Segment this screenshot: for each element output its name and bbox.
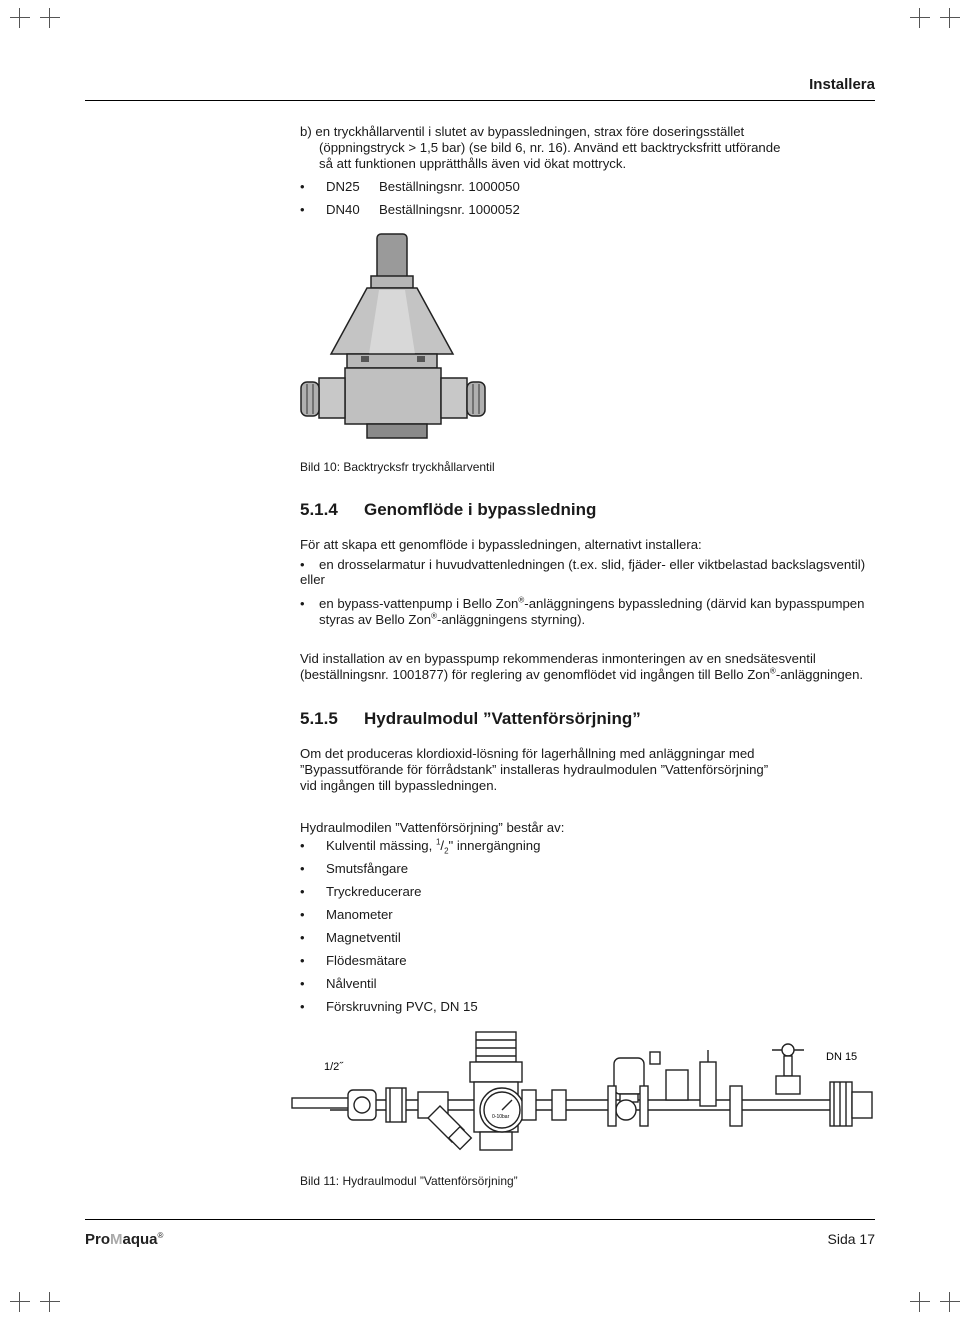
component-item-text: Smutsfångare (326, 861, 409, 876)
bullet-icon (300, 179, 310, 196)
footer-rule (85, 1219, 875, 1220)
bullet-icon (300, 953, 310, 970)
component-item-text: Tryckreducerare (326, 884, 422, 899)
bypass-pump-para-line-2: (beställningsnr. 1001877) för reglering av genomflödet vid ingången till Bello Zon®-anläggningen. (300, 666, 864, 682)
bullet-icon (300, 930, 310, 947)
section-5-1-5-heading (300, 709, 641, 729)
order-size: DN40 (326, 202, 360, 217)
figure-11-caption: Bild 11: Hydraulmodul ”Vattenförsörjning” (300, 1174, 518, 1188)
crop-mark-bottom-right-2 (940, 1292, 960, 1312)
bullet-icon (300, 861, 310, 878)
header-rule (85, 100, 875, 101)
bullet-icon (300, 884, 310, 901)
order-number: Beställningsnr. 1000052 (379, 202, 520, 217)
section-b-line-1: b) en tryckhållarventil i slutet av bypassledningen, strax före doseringsstället (300, 124, 745, 139)
section-5-1-5-para-line-1: Om det produceras klordioxid-lösning för lagerhållning med anläggningar med (300, 746, 755, 761)
hydraulic-module-illustration (290, 1030, 880, 1160)
pipe-size-right-label: DN 15 (826, 1051, 858, 1063)
bullet-icon (300, 999, 310, 1016)
bypass-option-1-line-2: eller (300, 572, 325, 587)
crop-mark-top-right-2 (940, 8, 960, 28)
bullet-icon (300, 596, 310, 613)
order-size: DN25 (326, 179, 360, 194)
bullet-icon (300, 976, 310, 993)
component-item-text: Nålventil (326, 976, 377, 991)
bypass-option-2-line-2: styras av Bello Zon®-anläggningens styrning). (319, 611, 586, 627)
crop-mark-bottom-left (10, 1292, 30, 1312)
section-5-1-5-para-line-2: ”Bypassutförande för förrådstank” installeras hydraulmodulen ”Vattenförsörjning” (300, 762, 769, 777)
order-number: Beställningsnr. 1000050 (379, 179, 520, 194)
crop-mark-top-left-2 (40, 8, 60, 28)
figure-10-caption: Bild 10: Backtrycksfr tryckhållarventil (300, 460, 495, 474)
section-b-line-2: (öppningstryck > 1,5 bar) (se bild 6, nr. 16). Använd ett backtrycksfritt utförande (319, 140, 781, 155)
manometer-scale-label: 0-10bar (492, 1114, 510, 1120)
crop-mark-top-left (10, 8, 30, 28)
pressure-valve-illustration (295, 228, 495, 443)
component-item-text: Magnetventil (326, 930, 401, 945)
crop-mark-top-right (910, 8, 930, 28)
section-number: 5.1.4 (300, 500, 338, 519)
page-header-title: Installera (809, 76, 875, 93)
component-item-text: Förskruvning PVC, DN 15 (326, 999, 478, 1014)
section-title: Hydraulmodul ”Vattenförsörjning” (364, 709, 641, 728)
section-5-1-5-para-line-3: vid ingången till bypassledningen. (300, 778, 498, 793)
bypass-option-2-line-1: en bypass-vattenpump i Bello Zon®-anläggningens bypassledning (därvid kan bypasspumpen (319, 595, 865, 611)
bullet-icon (300, 838, 310, 855)
section-5-1-4-intro: För att skapa ett genomflöde i bypassledningen, alternativt installera: (300, 537, 702, 552)
section-number: 5.1.5 (300, 709, 338, 728)
crop-mark-bottom-right (910, 1292, 930, 1312)
page-number: Sida 17 (827, 1231, 875, 1247)
component-item-text: Kulventil mässing, $^1/_2$" innergängning (326, 837, 541, 856)
promaqua-logo: ProMaqua® (85, 1231, 164, 1248)
bullet-icon (300, 907, 310, 924)
bypass-option-1-line-1: en drosselarmatur i huvudvattenledningen (t.ex. slid, fjäder- eller viktbelastad backslagsventil) (319, 557, 866, 572)
section-title: Genomflöde i bypassledning (364, 500, 597, 519)
crop-mark-bottom-left-2 (40, 1292, 60, 1312)
bypass-pump-para-line-1: Vid installation av en bypasspump rekommenderas inmonteringen av en snedsätesventil (300, 651, 816, 666)
component-item-text: Manometer (326, 907, 393, 922)
section-5-1-4-heading (300, 500, 596, 520)
bullet-icon (300, 202, 310, 219)
pipe-size-left-label: 1/2˝ (324, 1061, 343, 1073)
section-b-line-3: så att funktionen upprätthålls även vid ökat mottryck. (319, 156, 627, 171)
component-item-text: Flödesmätare (326, 953, 407, 968)
component-list-intro: Hydraulmodilen ”Vattenförsörjning” består av: (300, 820, 565, 835)
